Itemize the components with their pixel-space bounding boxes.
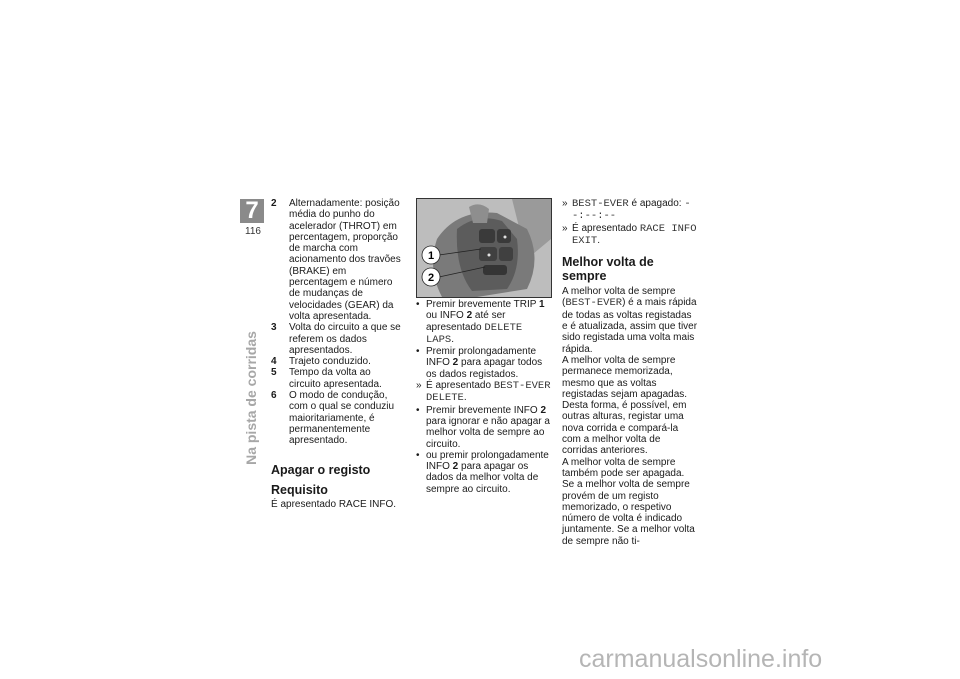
chapter-title: Na pista de corridas: [243, 331, 259, 465]
paragraph: A melhor volta de sempre permanece memorizada, mesmo que as voltas registadas sejam apagadas. Desta forma, é possível, em outras alturas, registar uma nova corrida e compará-la com a melhor volta de corridas anteriores.: [562, 354, 688, 457]
paragraph: Se a melhor volta de sempre provém de um registo memorizado, o respetivo número de volta é indicado juntamente. Se a melhor volta de sempre não ti-: [562, 479, 695, 547]
watermark: carmanualsonline.info: [579, 645, 823, 673]
list-item: 5 Tempo da volta ao circuito apresentada.: [271, 367, 382, 390]
result-item: » BEST-EVER é apagado: --:--:--: [562, 198, 691, 223]
column-1: [271, 198, 404, 510]
callout-label-2: 2: [427, 272, 435, 284]
requisite-text: É apresentado RACE INFO.: [271, 498, 397, 510]
list-item: 6 O modo de condução, com o qual se conduziu maioritariamente, é permanentemente apresentado.: [271, 390, 395, 447]
column-2: [416, 299, 551, 495]
section-heading: Melhor volta de sempre: [562, 255, 654, 284]
result-item: » É apresentado BEST-EVER DELETE.: [416, 380, 551, 405]
subsection-heading: Requisito: [271, 482, 328, 497]
chapter-number: 7: [245, 197, 259, 224]
section-heading: Apagar o registo: [271, 462, 371, 477]
column-3: [562, 198, 698, 547]
list-item: 2 Alternadamente: posição média do punho do acelerador (THROT) em percentagem, proporção de marcha com acionamento dos travões (BRAKE) em percentagem e número de mudanças de velocidades (GEAR) da volta apresentada.: [271, 198, 401, 322]
list-item: 3 Volta do circuito a que se referem os dados apresentados.: [271, 322, 401, 356]
bullet-item: • ou premir prolongadamente INFO 2 para apagar os dados da melhor volta de sempre ao circuito.: [416, 449, 549, 495]
paragraph: A melhor volta de sempre também pode ser apagada.: [562, 456, 685, 479]
handlebar-switch-figure: [416, 198, 552, 298]
handlebar-switch-illustration: [417, 199, 551, 297]
bullet-item: • Premir brevemente INFO 2 para ignorar e não apagar a melhor volta de sempre ao circuito.: [416, 404, 550, 450]
page-number: 116: [245, 226, 261, 237]
bullet-item: • Premir prolongadamente INFO 2 para apagar todos os dados registados.: [416, 346, 543, 380]
paragraph: A melhor volta de sempre (BEST-EVER) é a mais rápida de todas as voltas registadas e é atualizada, assim que tiver sido registada uma volta mais rápida.: [562, 286, 698, 355]
bullet-item: • Premir brevemente TRIP 1 ou INFO 2 até ser apresentado DELETE LAPS.: [416, 299, 545, 346]
result-item: » É apresentado RACE INFO EXIT.: [562, 222, 697, 247]
list-item: 4 Trajeto conduzido.: [271, 356, 371, 368]
callout-label-1: 1: [427, 250, 435, 262]
